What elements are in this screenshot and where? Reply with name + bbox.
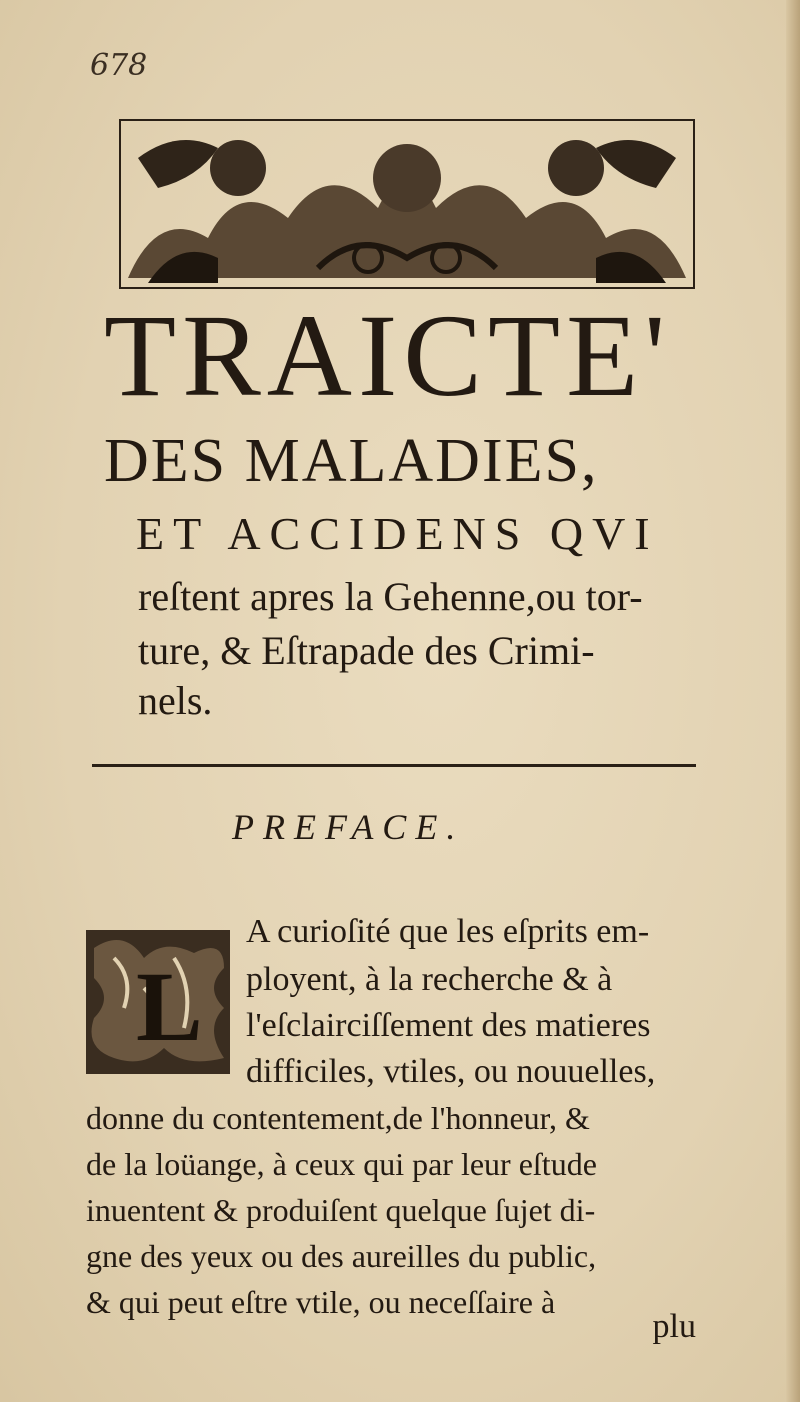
body-line: ployent, à la recherche & à bbox=[246, 961, 613, 998]
horizontal-rule bbox=[92, 764, 696, 767]
headpiece-ornament-icon bbox=[118, 118, 696, 290]
body-line: l'eſclairciſſement des matieres bbox=[246, 1007, 651, 1044]
preface-heading: PREFACE. bbox=[232, 807, 465, 847]
title-line-3: ET ACCIDENS QVI bbox=[136, 508, 659, 559]
title-line-2: DES MALADIES, bbox=[104, 427, 599, 495]
body-line: gne des yeux ou des aureilles du public, bbox=[86, 1238, 597, 1274]
body-line: donne du contentement,de l'honneur, & bbox=[86, 1100, 590, 1136]
initial-letter: L bbox=[136, 951, 203, 1062]
title-line-5: ture, & Eſtrapade des Crimi- bbox=[138, 628, 595, 673]
body-line: A curioſité que les eſprits em- bbox=[246, 913, 650, 950]
body-line: inuentent & produiſent quelque ſujet di- bbox=[86, 1192, 596, 1228]
title-line-4: reſtent apres la Gehenne,ou tor- bbox=[138, 574, 643, 619]
title-line-6: nels. bbox=[138, 678, 213, 723]
decorated-initial-icon bbox=[84, 928, 232, 1076]
page-edge bbox=[786, 0, 800, 1402]
page-number: 678 bbox=[90, 48, 148, 83]
body-line: de la loüange, à ceux qui par leur eſtude bbox=[86, 1146, 597, 1182]
body-line: & qui peut eſtre vtile, ou neceſſaire à bbox=[86, 1284, 556, 1320]
catchword: plu bbox=[652, 1308, 696, 1345]
title-line-1: TRAICTE' bbox=[104, 290, 672, 421]
body-line: difficiles, vtiles, ou nouuelles, bbox=[246, 1053, 656, 1090]
